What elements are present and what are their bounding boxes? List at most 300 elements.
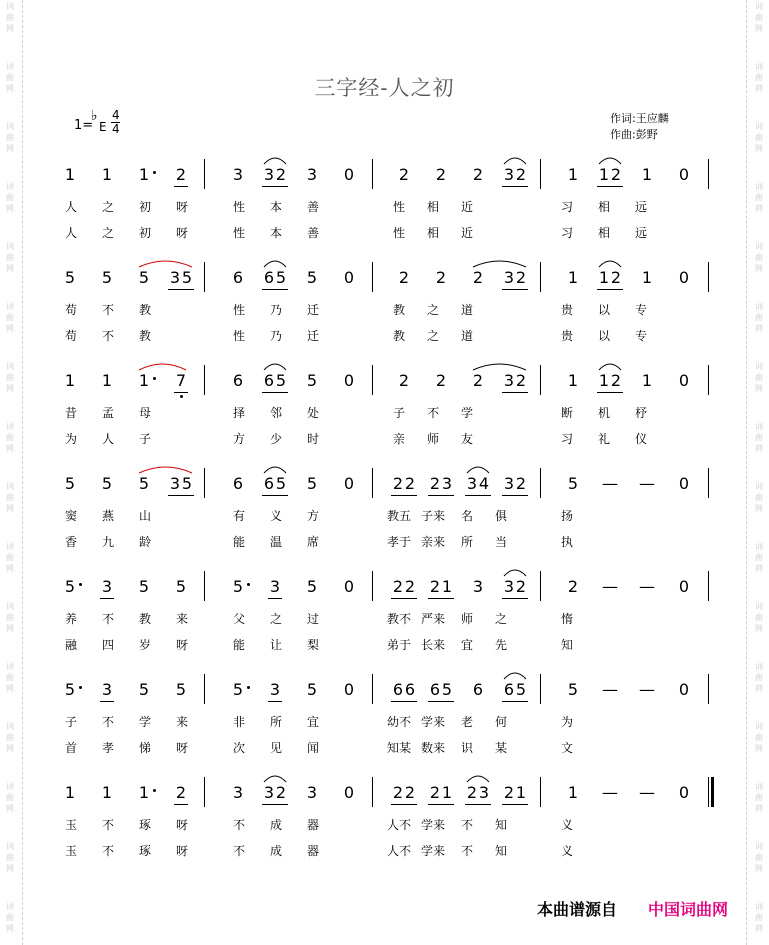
- lyric-syllable: 断: [560, 406, 573, 420]
- beam-underline: [502, 495, 528, 496]
- note: 3: [269, 577, 281, 596]
- watermark-char: 曲: [755, 673, 763, 682]
- lyric-syllable: 惰: [560, 612, 573, 626]
- beam-underline: [502, 186, 528, 187]
- watermark-char: 网: [6, 144, 14, 153]
- lyric-syllable: 四: [101, 638, 114, 652]
- watermark-char: 词: [755, 242, 763, 251]
- watermark-char: 曲: [755, 733, 763, 742]
- note: 0: [678, 268, 690, 287]
- lyric-syllable: 杼: [634, 406, 647, 420]
- lyric-syllable: 礼: [597, 432, 610, 446]
- lyric-syllable: 教: [138, 329, 151, 343]
- note: 3: [101, 680, 113, 699]
- barline: [540, 777, 541, 807]
- note: 2: [404, 783, 416, 802]
- watermark-char: 曲: [755, 433, 763, 442]
- lyric-syllable: 执: [560, 535, 573, 549]
- time-signature-top: 4: [112, 108, 120, 122]
- note: 5: [306, 474, 318, 493]
- lyric-syllable: 教: [392, 303, 405, 317]
- note: 0: [343, 474, 355, 493]
- watermark-char: 网: [6, 804, 14, 813]
- watermark-char: 曲: [755, 133, 763, 142]
- slur-curve: [264, 364, 286, 370]
- note: 5: [441, 680, 453, 699]
- lyric-syllable: 之: [426, 329, 439, 343]
- note: —: [602, 783, 618, 802]
- watermark-char: 曲: [6, 793, 14, 802]
- note: —: [602, 680, 618, 699]
- note: 5: [567, 474, 579, 493]
- watermark-char: 曲: [6, 733, 14, 742]
- lyric-syllable: 教: [138, 612, 151, 626]
- watermark-char: 词: [755, 722, 763, 731]
- lyric-syllable: 苟: [64, 329, 77, 343]
- lyric-syllable: 道: [460, 303, 473, 317]
- watermark-char: 曲: [6, 73, 14, 82]
- watermark-char: 曲: [6, 253, 14, 262]
- final-barline: [711, 777, 714, 807]
- lyric-syllable: 之: [101, 200, 114, 214]
- lyric-syllable: 善: [306, 200, 319, 214]
- watermark-char: 网: [6, 264, 14, 273]
- lyric-syllable: 学: [138, 715, 151, 729]
- note: 1: [567, 268, 579, 287]
- lyric-syllable: 当: [494, 535, 507, 549]
- lyric-syllable: 燕: [101, 509, 114, 523]
- slur-curve: [473, 364, 526, 370]
- note: 2: [392, 474, 404, 493]
- note: 3: [306, 165, 318, 184]
- watermark-char: 网: [6, 204, 14, 213]
- lyric-syllable: 性: [232, 329, 245, 343]
- lyric-syllable: 为: [64, 432, 77, 446]
- barline: [708, 262, 709, 292]
- note: 3: [472, 577, 484, 596]
- lyric-syllable: 某: [494, 741, 507, 755]
- barline: [708, 159, 709, 189]
- slur-curve: [139, 364, 186, 370]
- score-system: [0, 368, 769, 468]
- lyric-syllable: 父: [232, 612, 245, 626]
- watermark-char: 网: [755, 24, 763, 33]
- lyric-syllable: 不: [101, 303, 114, 317]
- watermark-char: 词: [755, 182, 763, 191]
- watermark-char: 网: [6, 684, 14, 693]
- note: 6: [263, 371, 275, 390]
- watermark-char: 网: [6, 384, 14, 393]
- lyric-syllable: 不: [101, 818, 114, 832]
- lyric-syllable: 习: [560, 200, 573, 214]
- lyric-syllable: 远: [634, 226, 647, 240]
- watermark-char: 词: [755, 662, 763, 671]
- barline: [540, 674, 541, 704]
- note: 1: [101, 783, 113, 802]
- lyric-syllable: 成: [269, 818, 282, 832]
- lyric-syllable: 不: [101, 844, 114, 858]
- lyric-syllable: 义: [269, 509, 282, 523]
- beam-underline: [268, 598, 282, 599]
- note: 3: [101, 577, 113, 596]
- watermark-char: 曲: [755, 13, 763, 22]
- barline: [204, 674, 205, 704]
- slur-curve: [139, 261, 192, 267]
- lyric-syllable: 择: [232, 406, 245, 420]
- lyric-syllable: 以: [597, 329, 610, 343]
- note: 6: [263, 474, 275, 493]
- note: 7: [175, 371, 187, 390]
- watermark-char: 词: [755, 842, 763, 851]
- lyric-syllable: 所: [269, 715, 282, 729]
- score-system: [0, 471, 769, 571]
- beam-underline: [428, 701, 454, 702]
- note: 2: [610, 268, 622, 287]
- note: 1: [441, 783, 453, 802]
- note: 3: [466, 474, 478, 493]
- watermark-char: 网: [755, 144, 763, 153]
- watermark-char: 词: [6, 302, 14, 311]
- slur-curve: [264, 261, 286, 267]
- beam-underline: [391, 495, 417, 496]
- note: 1: [101, 165, 113, 184]
- watermark-char: 词: [6, 422, 14, 431]
- watermark-char: 词: [755, 782, 763, 791]
- watermark-char: 曲: [6, 193, 14, 202]
- note: 2: [398, 165, 410, 184]
- watermark-char: 词: [6, 542, 14, 551]
- lyric-syllable: 不: [232, 844, 245, 858]
- watermark-char: 曲: [6, 313, 14, 322]
- note: 0: [678, 474, 690, 493]
- slur: [598, 361, 622, 371]
- barline: [372, 262, 373, 292]
- watermark-char: 网: [755, 624, 763, 633]
- beam-underline: [428, 598, 454, 599]
- lyric-syllable: 昔: [64, 406, 77, 420]
- watermark-char: 曲: [755, 553, 763, 562]
- lyric-syllable: 近: [460, 226, 473, 240]
- lyric-syllable: 性: [232, 200, 245, 214]
- time-signature-bottom: 4: [112, 122, 120, 136]
- lyric-syllable: 性: [232, 303, 245, 317]
- lyric-syllable: 师: [460, 612, 473, 626]
- watermark-char: 网: [6, 324, 14, 333]
- barline: [204, 571, 205, 601]
- note: 0: [343, 165, 355, 184]
- note: 4: [478, 474, 490, 493]
- augmentation-dot: [247, 686, 250, 689]
- slur-curve: [504, 158, 526, 164]
- note: 5: [101, 268, 113, 287]
- lyricist-credit: 作词:王应麟: [610, 112, 669, 125]
- slur-curve: [264, 158, 286, 164]
- beam-underline: [168, 495, 194, 496]
- note: 2: [392, 577, 404, 596]
- barline: [540, 159, 541, 189]
- watermark-char: 网: [755, 864, 763, 873]
- note: 0: [678, 577, 690, 596]
- lyric-syllable: 先: [494, 638, 507, 652]
- watermark-char: 网: [755, 264, 763, 273]
- note: 0: [678, 165, 690, 184]
- watermark-char: 网: [6, 924, 14, 933]
- lyric-syllable: 友: [460, 432, 473, 446]
- lyric-syllable: 呀: [175, 638, 188, 652]
- low-octave-dot: [180, 395, 183, 398]
- watermark-char: 词: [6, 722, 14, 731]
- lyric-syllable: 不: [101, 715, 114, 729]
- lyric-syllable: 专: [634, 329, 647, 343]
- slur-curve: [467, 776, 489, 782]
- note: 6: [503, 680, 515, 699]
- watermark-char: 词: [6, 62, 14, 71]
- lyric-syllable: 方: [232, 432, 245, 446]
- watermark-char: 曲: [755, 253, 763, 262]
- note: 6: [232, 474, 244, 493]
- note: 3: [232, 783, 244, 802]
- lyric-syllable: 呀: [175, 741, 188, 755]
- lyric-syllable: 孟: [101, 406, 114, 420]
- barline: [204, 262, 205, 292]
- beam-underline: [262, 392, 288, 393]
- lyric-syllable: 相: [597, 200, 610, 214]
- barline: [708, 571, 709, 601]
- beam-underline: [502, 701, 528, 702]
- lyric-syllable: 方: [306, 509, 319, 523]
- watermark-char: 词: [6, 482, 14, 491]
- slur-curve: [264, 467, 286, 473]
- lyric-syllable: 知某: [386, 741, 411, 755]
- barline: [372, 777, 373, 807]
- note: 3: [232, 165, 244, 184]
- watermark-char: 词: [755, 302, 763, 311]
- beam-underline: [597, 289, 623, 290]
- watermark-char: 曲: [6, 13, 14, 22]
- note: 2: [275, 783, 287, 802]
- note: 1: [64, 165, 76, 184]
- slur: [263, 773, 287, 783]
- note: 3: [263, 165, 275, 184]
- note: —: [639, 577, 655, 596]
- lyric-syllable: 能: [232, 535, 245, 549]
- lyric-syllable: 知: [494, 818, 507, 832]
- note: 0: [343, 268, 355, 287]
- note: 6: [232, 268, 244, 287]
- slur: [503, 567, 527, 577]
- lyric-syllable: 首: [64, 741, 77, 755]
- lyric-syllable: 香: [64, 535, 77, 549]
- lyric-syllable: 少: [269, 432, 282, 446]
- watermark-char: 曲: [6, 373, 14, 382]
- beam-underline: [174, 186, 188, 187]
- beam-underline: [168, 289, 194, 290]
- lyric-syllable: 见: [269, 741, 282, 755]
- slur-curve: [599, 158, 621, 164]
- slur: [138, 258, 193, 268]
- lyric-syllable: 乃: [269, 329, 282, 343]
- lyric-syllable: 苟: [64, 303, 77, 317]
- slur: [472, 258, 527, 268]
- note: —: [639, 474, 655, 493]
- lyric-syllable: 呀: [175, 226, 188, 240]
- note: 5: [306, 577, 318, 596]
- barline: [708, 777, 709, 807]
- lyric-syllable: 为: [560, 715, 573, 729]
- lyric-syllable: 学来: [420, 818, 445, 832]
- lyric-syllable: 仪: [634, 432, 647, 446]
- watermark-char: 词: [6, 662, 14, 671]
- note: 1: [64, 371, 76, 390]
- slur: [472, 361, 527, 371]
- note: 2: [472, 268, 484, 287]
- site-name: 中国词曲网: [648, 900, 729, 919]
- watermark-char: 词: [755, 482, 763, 491]
- lyric-syllable: 来: [175, 612, 188, 626]
- slur-curve: [599, 364, 621, 370]
- watermark-char: 网: [755, 204, 763, 213]
- note: 2: [503, 783, 515, 802]
- lyric-syllable: 不: [460, 818, 473, 832]
- lyric-syllable: 亲: [392, 432, 405, 446]
- watermark-char: 曲: [755, 373, 763, 382]
- watermark-char: 曲: [6, 853, 14, 862]
- lyric-syllable: 本: [269, 200, 282, 214]
- lyric-syllable: 迁: [306, 303, 319, 317]
- slur-curve: [504, 673, 526, 679]
- lyric-syllable: 严来: [420, 612, 445, 626]
- lyric-syllable: 道: [460, 329, 473, 343]
- note: 3: [263, 783, 275, 802]
- augmentation-dot: [79, 583, 82, 586]
- lyric-syllable: 教不: [386, 612, 411, 626]
- note: 5: [515, 680, 527, 699]
- lyric-syllable: 相: [426, 226, 439, 240]
- note: 3: [503, 577, 515, 596]
- note: 1: [567, 783, 579, 802]
- note: 1: [138, 371, 150, 390]
- note: 2: [275, 165, 287, 184]
- beam-underline: [597, 186, 623, 187]
- lyric-syllable: 教: [392, 329, 405, 343]
- lyric-syllable: 之: [269, 612, 282, 626]
- note: —: [602, 577, 618, 596]
- watermark-char: 曲: [755, 193, 763, 202]
- beam-underline: [174, 392, 188, 393]
- note: 3: [441, 474, 453, 493]
- note: 2: [435, 268, 447, 287]
- note: 3: [503, 474, 515, 493]
- lyric-syllable: 义: [560, 844, 573, 858]
- lyric-syllable: 邻: [269, 406, 282, 420]
- lyric-syllable: 时: [306, 432, 319, 446]
- note: 3: [306, 783, 318, 802]
- watermark-char: 网: [6, 444, 14, 453]
- lyric-syllable: 子来: [420, 509, 445, 523]
- note: 1: [101, 371, 113, 390]
- note: 5: [64, 474, 76, 493]
- watermark-char: 词: [6, 902, 14, 911]
- note: 2: [429, 474, 441, 493]
- lyric-syllable: 相: [426, 200, 439, 214]
- slur: [598, 155, 622, 165]
- note: 2: [429, 783, 441, 802]
- note: 5: [101, 474, 113, 493]
- slur-curve: [473, 261, 526, 267]
- watermark-char: 网: [6, 744, 14, 753]
- note: 2: [398, 371, 410, 390]
- watermark-char: 曲: [6, 133, 14, 142]
- note: 6: [472, 680, 484, 699]
- lyric-syllable: 窦: [64, 509, 77, 523]
- composer-credit: 作曲:彭野: [610, 128, 658, 141]
- note: 3: [478, 783, 490, 802]
- barline: [708, 365, 709, 395]
- watermark-char: 网: [6, 24, 14, 33]
- lyric-syllable: 宜: [306, 715, 319, 729]
- barline: [204, 777, 205, 807]
- beam-underline: [428, 804, 454, 805]
- note: 5: [138, 474, 150, 493]
- lyric-syllable: 梨: [306, 638, 319, 652]
- lyric-syllable: 教五: [386, 509, 411, 523]
- key-prefix: 1=: [74, 118, 94, 133]
- watermark-char: 词: [755, 122, 763, 131]
- barline: [204, 365, 205, 395]
- slur: [466, 773, 490, 783]
- note: 6: [232, 371, 244, 390]
- note: 2: [435, 371, 447, 390]
- slur: [466, 464, 490, 474]
- watermark-char: 曲: [755, 493, 763, 502]
- lyric-syllable: 人: [101, 432, 114, 446]
- barline: [372, 674, 373, 704]
- lyric-syllable: 不: [460, 844, 473, 858]
- note: 5: [275, 371, 287, 390]
- note: 0: [343, 783, 355, 802]
- beam-underline: [100, 598, 114, 599]
- slur: [138, 464, 193, 474]
- note: 2: [610, 371, 622, 390]
- note: 5: [64, 680, 76, 699]
- note: 1: [598, 268, 610, 287]
- note: 5: [567, 680, 579, 699]
- lyric-syllable: 名: [460, 509, 473, 523]
- lyric-syllable: 善: [306, 226, 319, 240]
- score-system: [0, 780, 769, 880]
- lyric-syllable: 学: [460, 406, 473, 420]
- watermark-char: 网: [755, 564, 763, 573]
- note: 6: [392, 680, 404, 699]
- note: 6: [263, 268, 275, 287]
- lyric-syllable: 迁: [306, 329, 319, 343]
- watermark-char: 词: [6, 182, 14, 191]
- note: 1: [64, 783, 76, 802]
- slur-curve: [139, 467, 192, 473]
- note: 3: [169, 268, 181, 287]
- watermark-char: 网: [755, 684, 763, 693]
- lyric-syllable: 人: [64, 200, 77, 214]
- note: 5: [306, 680, 318, 699]
- watermark-char: 曲: [755, 73, 763, 82]
- lyric-syllable: 不: [232, 818, 245, 832]
- watermark-char: 曲: [755, 313, 763, 322]
- key-letter: E: [99, 120, 107, 134]
- note: —: [639, 680, 655, 699]
- note: 5: [138, 268, 150, 287]
- note: 5: [232, 680, 244, 699]
- lyric-syllable: 性: [392, 200, 405, 214]
